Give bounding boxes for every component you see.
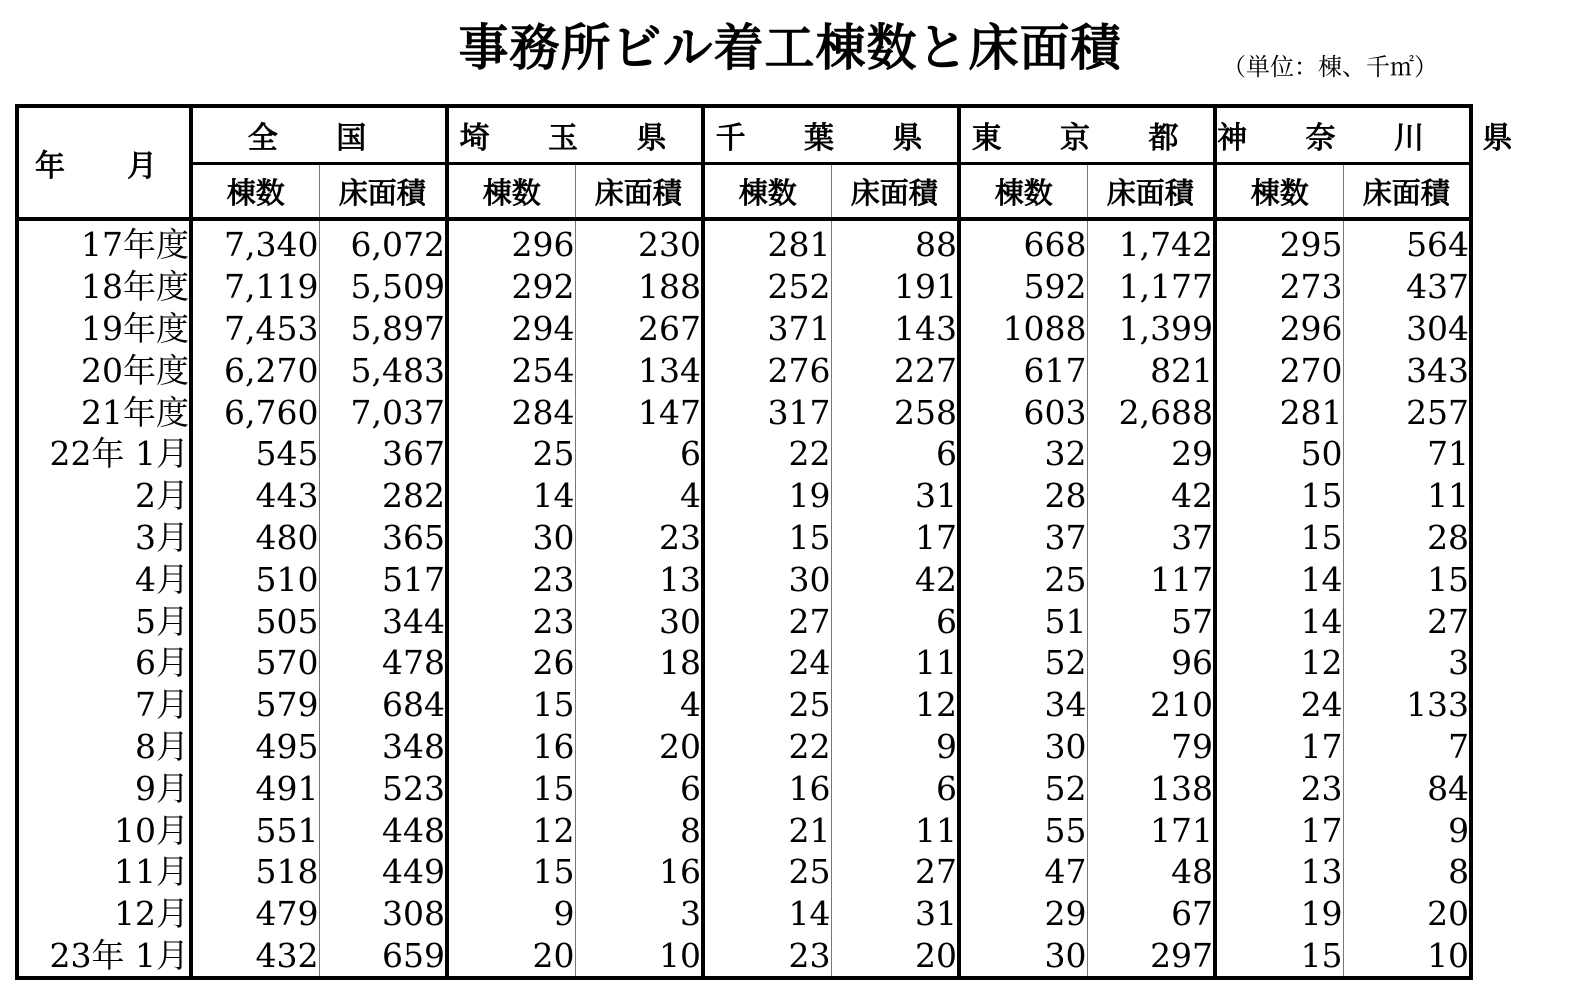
count-cell: 296 [1215,308,1343,350]
count-cell: 570 [191,642,319,684]
count-cell: 14 [703,893,831,935]
sub-header-floor-area: 床面積 [575,164,703,220]
count-cell: 47 [959,851,1087,893]
floor-area-cell: 282 [319,475,447,517]
floor-area-cell: 84 [1343,767,1471,809]
floor-area-cell: 42 [1087,475,1215,517]
count-cell: 25 [703,851,831,893]
row-label: 7月 [17,684,191,726]
row-label: 6月 [17,642,191,684]
table-row [17,809,1471,851]
count-cell: 479 [191,893,319,935]
count-cell: 491 [191,767,319,809]
floor-area-cell: 11 [831,809,959,851]
floor-area-cell: 5,509 [319,266,447,308]
count-cell: 7,119 [191,266,319,308]
sub-header-count: 棟数 [703,164,831,220]
count-cell: 25 [447,433,575,475]
count-cell: 30 [959,935,1087,979]
count-cell: 15 [447,767,575,809]
count-cell: 19 [703,475,831,517]
row-label: 21年度 [17,391,191,433]
count-cell: 15 [1215,475,1343,517]
count-cell: 6,760 [191,391,319,433]
count-cell: 55 [959,809,1087,851]
floor-area-cell: 48 [1087,851,1215,893]
count-cell: 14 [447,475,575,517]
table-row [17,391,1471,433]
count-cell: 27 [703,600,831,642]
floor-area-cell: 478 [319,642,447,684]
count-cell: 281 [703,219,831,266]
table-row [17,219,1471,266]
count-cell: 545 [191,433,319,475]
table-row [17,600,1471,642]
floor-area-cell: 188 [575,266,703,308]
count-cell: 1088 [959,308,1087,350]
floor-area-cell: 517 [319,558,447,600]
sub-header-floor-area: 床面積 [1087,164,1215,220]
floor-area-cell: 31 [831,475,959,517]
table-row [17,517,1471,559]
floor-area-cell: 257 [1343,391,1471,433]
table-row [17,558,1471,600]
floor-area-cell: 684 [319,684,447,726]
count-cell: 37 [959,517,1087,559]
floor-area-cell: 304 [1343,308,1471,350]
floor-area-cell: 297 [1087,935,1215,979]
floor-area-cell: 30 [575,600,703,642]
floor-area-cell: 57 [1087,600,1215,642]
floor-area-cell: 367 [319,433,447,475]
count-cell: 295 [1215,219,1343,266]
floor-area-cell: 1,742 [1087,219,1215,266]
count-cell: 7,453 [191,308,319,350]
region-header-national: 全 国 [191,106,447,164]
floor-area-cell: 9 [831,726,959,768]
floor-area-cell: 659 [319,935,447,979]
count-cell: 371 [703,308,831,350]
floor-area-cell: 18 [575,642,703,684]
floor-area-cell: 523 [319,767,447,809]
floor-area-cell: 267 [575,308,703,350]
count-cell: 20 [447,935,575,979]
floor-area-cell: 365 [319,517,447,559]
sub-header-floor-area: 床面積 [1343,164,1471,220]
sub-header-count: 棟数 [1215,164,1343,220]
count-cell: 15 [1215,935,1343,979]
row-label: 9月 [17,767,191,809]
row-label: 17年度 [17,219,191,266]
count-cell: 317 [703,391,831,433]
floor-area-cell: 6 [831,767,959,809]
count-cell: 25 [959,558,1087,600]
table-row [17,349,1471,391]
table-row [17,433,1471,475]
floor-area-cell: 13 [575,558,703,600]
floor-area-cell: 6,072 [319,219,447,266]
floor-area-cell: 17 [831,517,959,559]
floor-area-cell: 6 [831,433,959,475]
row-label: 8月 [17,726,191,768]
floor-area-cell: 8 [1343,851,1471,893]
count-cell: 51 [959,600,1087,642]
row-label: 4月 [17,558,191,600]
page-title: 事務所ビル着工棟数と床面積 [458,19,1122,77]
year-month-header: 年 月 [17,106,191,219]
floor-area-cell: 308 [319,893,447,935]
count-cell: 443 [191,475,319,517]
count-cell: 23 [447,600,575,642]
floor-area-cell: 171 [1087,809,1215,851]
floor-area-cell: 4 [575,684,703,726]
count-cell: 15 [447,684,575,726]
floor-area-cell: 4 [575,475,703,517]
count-cell: 294 [447,308,575,350]
floor-area-cell: 3 [575,893,703,935]
count-cell: 292 [447,266,575,308]
floor-area-cell: 15 [1343,558,1471,600]
floor-area-cell: 20 [575,726,703,768]
count-cell: 603 [959,391,1087,433]
count-cell: 13 [1215,851,1343,893]
floor-area-cell: 79 [1087,726,1215,768]
floor-area-cell: 449 [319,851,447,893]
sub-header-count: 棟数 [959,164,1087,220]
count-cell: 16 [703,767,831,809]
floor-area-cell: 23 [575,517,703,559]
count-cell: 592 [959,266,1087,308]
floor-area-cell: 147 [575,391,703,433]
count-cell: 26 [447,642,575,684]
table-row [17,726,1471,768]
floor-area-cell: 11 [831,642,959,684]
count-cell: 24 [703,642,831,684]
floor-area-cell: 20 [831,935,959,979]
floor-area-cell: 2,688 [1087,391,1215,433]
count-cell: 14 [1215,558,1343,600]
count-cell: 15 [447,851,575,893]
row-label: 3月 [17,517,191,559]
count-cell: 668 [959,219,1087,266]
table-row [17,266,1471,308]
floor-area-cell: 8 [575,809,703,851]
floor-area-cell: 1,177 [1087,266,1215,308]
sub-header-floor-area: 床面積 [831,164,959,220]
count-cell: 12 [1215,642,1343,684]
count-cell: 25 [703,684,831,726]
table-row [17,684,1471,726]
floor-area-cell: 12 [831,684,959,726]
count-cell: 276 [703,349,831,391]
count-cell: 432 [191,935,319,979]
region-header-chiba: 千 葉 県 [703,106,959,164]
row-label: 12月 [17,893,191,935]
floor-area-cell: 5,897 [319,308,447,350]
table-row [17,475,1471,517]
floor-area-cell: 31 [831,893,959,935]
table-row [17,642,1471,684]
count-cell: 30 [447,517,575,559]
floor-area-cell: 448 [319,809,447,851]
sub-header-count: 棟数 [191,164,319,220]
floor-area-cell: 37 [1087,517,1215,559]
count-cell: 579 [191,684,319,726]
count-cell: 480 [191,517,319,559]
count-cell: 617 [959,349,1087,391]
floor-area-cell: 6 [831,600,959,642]
row-label: 18年度 [17,266,191,308]
count-cell: 23 [447,558,575,600]
floor-area-cell: 10 [1343,935,1471,979]
region-header-kanagawa: 神 奈 川 県 [1215,106,1471,164]
floor-area-cell: 28 [1343,517,1471,559]
floor-area-cell: 27 [831,851,959,893]
row-label: 23年 1月 [17,935,191,979]
count-cell: 551 [191,809,319,851]
count-cell: 254 [447,349,575,391]
floor-area-cell: 20 [1343,893,1471,935]
count-cell: 15 [703,517,831,559]
count-cell: 252 [703,266,831,308]
floor-area-cell: 143 [831,308,959,350]
unit-note: （単位：棟、千㎡） [1222,53,1438,81]
data-table [15,104,1537,980]
count-cell: 284 [447,391,575,433]
region-header-tokyo: 東 京 都 [959,106,1215,164]
region-header-row [17,106,1471,164]
floor-area-cell: 348 [319,726,447,768]
floor-area-cell: 7,037 [319,391,447,433]
row-label: 10月 [17,809,191,851]
floor-area-cell: 16 [575,851,703,893]
table-body [17,219,1471,978]
floor-area-cell: 227 [831,349,959,391]
count-cell: 7,340 [191,219,319,266]
floor-area-cell: 3 [1343,642,1471,684]
table-row [17,851,1471,893]
count-cell: 281 [1215,391,1343,433]
count-cell: 22 [703,433,831,475]
floor-area-cell: 10 [575,935,703,979]
floor-area-cell: 1,399 [1087,308,1215,350]
count-cell: 22 [703,726,831,768]
table-row [17,935,1471,979]
floor-area-cell: 258 [831,391,959,433]
count-cell: 30 [959,726,1087,768]
floor-area-cell: 564 [1343,219,1471,266]
floor-area-cell: 343 [1343,349,1471,391]
floor-area-cell: 96 [1087,642,1215,684]
region-header-saitama: 埼 玉 県 [447,106,703,164]
table-row [17,893,1471,935]
row-label: 2月 [17,475,191,517]
floor-area-cell: 7 [1343,726,1471,768]
count-cell: 52 [959,767,1087,809]
count-cell: 16 [447,726,575,768]
floor-area-cell: 138 [1087,767,1215,809]
floor-area-cell: 210 [1087,684,1215,726]
count-cell: 17 [1215,726,1343,768]
count-cell: 30 [703,558,831,600]
row-label: 11月 [17,851,191,893]
count-cell: 17 [1215,809,1343,851]
count-cell: 270 [1215,349,1343,391]
floor-area-cell: 29 [1087,433,1215,475]
floor-area-cell: 134 [575,349,703,391]
count-cell: 495 [191,726,319,768]
floor-area-cell: 133 [1343,684,1471,726]
row-label: 22年 1月 [17,433,191,475]
floor-area-cell: 437 [1343,266,1471,308]
count-cell: 24 [1215,684,1343,726]
count-cell: 15 [1215,517,1343,559]
count-cell: 21 [703,809,831,851]
floor-area-cell: 6 [575,767,703,809]
floor-area-cell: 117 [1087,558,1215,600]
sub-header-floor-area: 床面積 [319,164,447,220]
sub-header-row [17,164,1471,220]
count-cell: 23 [703,935,831,979]
floor-area-cell: 6 [575,433,703,475]
table-row [17,767,1471,809]
floor-area-cell: 88 [831,219,959,266]
floor-area-cell: 11 [1343,475,1471,517]
floor-area-cell: 9 [1343,809,1471,851]
floor-area-cell: 821 [1087,349,1215,391]
row-label: 20年度 [17,349,191,391]
count-cell: 518 [191,851,319,893]
floor-area-cell: 67 [1087,893,1215,935]
count-cell: 29 [959,893,1087,935]
count-cell: 505 [191,600,319,642]
floor-area-cell: 191 [831,266,959,308]
floor-area-cell: 344 [319,600,447,642]
count-cell: 14 [1215,600,1343,642]
row-label: 5月 [17,600,191,642]
count-cell: 32 [959,433,1087,475]
floor-area-cell: 42 [831,558,959,600]
count-cell: 6,270 [191,349,319,391]
count-cell: 34 [959,684,1087,726]
row-label: 19年度 [17,308,191,350]
floor-area-cell: 230 [575,219,703,266]
count-cell: 510 [191,558,319,600]
floor-area-cell: 71 [1343,433,1471,475]
floor-area-cell: 5,483 [319,349,447,391]
count-cell: 273 [1215,266,1343,308]
count-cell: 9 [447,893,575,935]
count-cell: 19 [1215,893,1343,935]
count-cell: 28 [959,475,1087,517]
table-row [17,308,1471,350]
sub-header-count: 棟数 [447,164,575,220]
count-cell: 296 [447,219,575,266]
count-cell: 52 [959,642,1087,684]
count-cell: 50 [1215,433,1343,475]
floor-area-cell: 27 [1343,600,1471,642]
count-cell: 12 [447,809,575,851]
count-cell: 23 [1215,767,1343,809]
